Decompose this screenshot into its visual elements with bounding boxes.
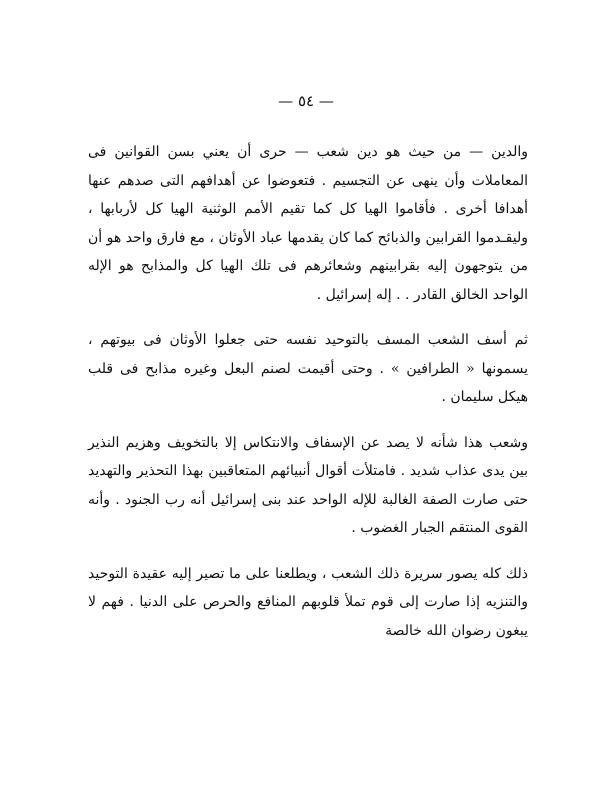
paragraph-2: ثم أسف الشعب المسف بالتوحيد نفسه حتى جعلوا الأوثان فى بيوتهم ، يسمونها « الطرافين » . وحتى أقيمت لصنم البعل وغيره مذابح فى قلب هيكل سليمان . <box>88 332 528 405</box>
paragraph-4: ذلك كله يصور سريرة ذلك الشعب ، ويطلعنا على ما تصير إليه عقيدة التوحيد والتنزيه إذا صارت إلى قوم تملأ قلوبهم المنافع والحرص على الدنيا . فهم لا يبغون رضوان الله خالصة <box>88 565 528 639</box>
paragraph-1: والدين — من حيث هو دين شعب — حرى أن يعني بسن القوانين فى المعاملات وأن ينهى عن التجسيم . فتعوضوا عن أهدافهم التى صدهم عنها أهدافا أخرى . فأقاموا الهيا كل كما تقيم الأمم الوثنية الهيا كل لأربابها ، وليقـدموا القرابين والذبائح كما كان يقدمها عباد الأوثان ، مع فارق واحد هو أن من يتوجهون إليه بقرابينهم وشعائرهم فى تلك الهيا كل والمذابح هو الإله الواحد الخالق القادر . . إله إسرائيل . <box>88 144 528 303</box>
page-number: — ٥٤ — <box>278 92 334 110</box>
page-body <box>88 138 528 645</box>
paragraph-3: وشعب هذا شأنه لا يصد عن الإسفاف والانتكاس إلا بالتخويف وهزيم النذير بين يدى عذاب شديد . فامتلأت أقوال أنبيائهم المتعاقبين بهذا التحذير والتهديد حتى صارت الصفة الغالبة للإله الواحد عند بنى إسرائيل أنه رب الجنود . وأنه القوى المنتقم الجبار الغضوب . <box>88 434 528 536</box>
